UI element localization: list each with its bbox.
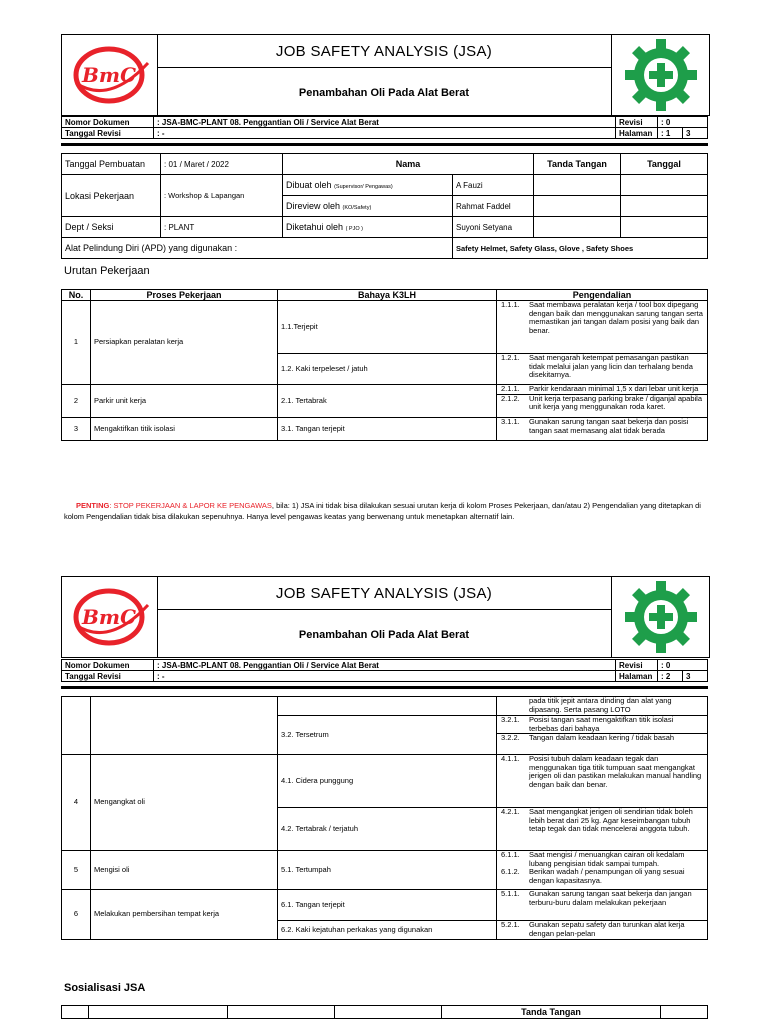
revision-value: : 0 bbox=[658, 117, 708, 128]
revision-label: Revisi bbox=[616, 660, 658, 671]
socialization-signature-header: Tanda Tangan bbox=[442, 1006, 661, 1019]
col-process: Proses Pekerjaan bbox=[91, 290, 278, 301]
row-hazard: 5.1. Tertumpah bbox=[278, 851, 497, 890]
acknowledged-by-date bbox=[621, 217, 708, 238]
name-header: Nama bbox=[283, 154, 534, 175]
safety-gear-icon bbox=[617, 579, 705, 655]
revision-date-label: Tanggal Revisi bbox=[62, 671, 154, 682]
bmc-logo bbox=[62, 35, 158, 115]
dept-label: Dept / Seksi bbox=[62, 217, 161, 238]
reviewed-by-name: Rahmat Faddel bbox=[453, 196, 534, 217]
date-header: Tanggal bbox=[621, 154, 708, 175]
creation-date-label: Tanggal Pembuatan bbox=[62, 154, 161, 175]
creation-date-value: : 01 / Maret / 2022 bbox=[161, 154, 283, 175]
acknowledged-by-signature bbox=[534, 217, 621, 238]
row-hazard: 1.2. Kaki terpeleset / jatuh bbox=[278, 354, 497, 385]
reviewed-by-date bbox=[621, 196, 708, 217]
control-number: 5.1.1. bbox=[501, 889, 520, 898]
work-location-label: Lokasi Pekerjaan bbox=[62, 175, 161, 217]
jsa-subtitle: Penambahan Oli Pada Alat Berat bbox=[298, 629, 470, 641]
control-number bbox=[501, 697, 529, 714]
table-row bbox=[62, 385, 708, 418]
control-number: 1.1.1. bbox=[501, 300, 520, 309]
row-hazard: 3.1. Tangan terjepit bbox=[278, 418, 497, 441]
control-text: Posisi tangan saat mengaktifkan titik isolasi terbebas dari bahaya bbox=[529, 715, 674, 733]
control-text: Posisi tubuh dalam keadaan tegak dan menggunakan tiga titik tumpuan saat mengangkat jerigen oli dan pastikan melakukan manual handling dengan baik dan benar. bbox=[529, 754, 702, 789]
control-number: 2.1.1. bbox=[501, 384, 520, 393]
row-process: Persiapkan peralatan kerja bbox=[91, 301, 278, 385]
page-label: Halaman bbox=[616, 128, 658, 139]
row-process: Parkir unit kerja bbox=[91, 385, 278, 418]
jsa-title: JOB SAFETY ANALYSIS (JSA) bbox=[275, 585, 493, 602]
control-text: Saat membawa peralatan kerja / tool box dipegang dengan baik dan menggunakan sarung tangan serta memastikan jari tangan dalam posisi yang baik dan benar. bbox=[529, 300, 703, 335]
acknowledged-by-label: Diketahui oleh bbox=[286, 222, 344, 232]
page-number: : 1 bbox=[658, 128, 683, 139]
control-text: Saat mengarah ketempat pemasangan pastikan tidak melalui jalan yang licin dan terhalang benda disekitarnya. bbox=[529, 353, 693, 380]
prepared-by-name: A Fauzi bbox=[453, 175, 534, 196]
control-text: Saat mengisi / menuangkan cairan oli kedalam lubang pengisian tidak sampai tumpah. bbox=[529, 850, 685, 868]
control-item bbox=[501, 354, 704, 380]
control-text: Unit kerja terpasang parking brake / diganjal apabila unit kerja yang menggunakan roda karet. bbox=[529, 393, 703, 412]
socialization-title: Sosialisasi JSA bbox=[64, 982, 146, 994]
control-item bbox=[497, 733, 707, 743]
work-sequence-title: Urutan Pekerjaan bbox=[64, 265, 150, 277]
control-text: Saat mengangkat jerigen oli sendirian tidak boleh lebih berat dari 25 kg. Agar keseimbangan tubuh tetap tegak dan tidak mencelerai anggota tubuh. bbox=[529, 807, 693, 834]
work-table-header bbox=[62, 290, 708, 301]
revision-label: Revisi bbox=[616, 117, 658, 128]
row-hazard: 6.2. Kaki kejatuhan perkakas yang digunakan bbox=[278, 921, 497, 940]
work-location-value: : Workshop & Lapangan bbox=[161, 175, 283, 217]
ppe-value: Safety Helmet, Safety Glass, Glove , Safety Shoes bbox=[453, 238, 708, 259]
control-number: 3.1.1. bbox=[501, 417, 520, 426]
page2-work-table bbox=[61, 696, 708, 940]
safety-gear-logo bbox=[617, 579, 705, 655]
page2-header bbox=[61, 576, 710, 658]
revision-value: : 0 bbox=[658, 660, 708, 671]
ppe-label: Alat Pelindung Diri (APD) yang digunakan : bbox=[62, 238, 453, 259]
safety-gear-logo bbox=[617, 37, 705, 113]
row-no: 6 bbox=[62, 890, 91, 940]
table-row bbox=[62, 418, 708, 441]
page1-header bbox=[61, 34, 710, 116]
control-number: 3.2.2. bbox=[501, 733, 520, 743]
doc-number-value: : JSA-BMC-PLANT 08. Penggantian Oli / Service Alat Berat bbox=[154, 117, 616, 128]
page-total: 3 bbox=[683, 128, 708, 139]
page1-work-table bbox=[61, 289, 708, 441]
row-process: Mengaktifkan titik isolasi bbox=[91, 418, 278, 441]
table-row bbox=[62, 755, 708, 808]
page-total: 3 bbox=[683, 671, 708, 682]
row-hazard bbox=[278, 697, 497, 716]
prepared-by-signature bbox=[534, 175, 621, 196]
row-process bbox=[91, 697, 278, 755]
safety-gear-icon bbox=[617, 37, 705, 113]
page-number: : 2 bbox=[658, 671, 683, 682]
col-hazard: Bahaya K3LH bbox=[278, 290, 497, 301]
warning-note: PENTING: STOP PEKERJAAN & LAPOR KE PENGAWAS, bila: 1) JSA ini tidak bisa dilakukan sesuai urutan kerja di kolom Proses Pekerjaan, dan/atau 2) Pengendalian yang ditetapkan di kolom Pengendalian tidak bisa dilakukan sepenuhnya. Hanya level pengawas keatas yang berwenang untuk menetapkan alternatif lain. bbox=[64, 501, 701, 522]
table-row bbox=[62, 890, 708, 921]
warning-important: PENTING bbox=[76, 501, 110, 510]
row-hazard: 1.1.Terjepit bbox=[278, 301, 497, 354]
row-no: 5 bbox=[62, 851, 91, 890]
control-text: Parkir kendaraan minimal 1,5 x dari lebar unit kerja bbox=[529, 384, 699, 393]
acknowledged-by-name: Suyoni Setyana bbox=[453, 217, 534, 238]
dept-value: : PLANT bbox=[161, 217, 283, 238]
control-item bbox=[501, 301, 704, 336]
control-item bbox=[501, 890, 704, 907]
revision-date-value: : - bbox=[154, 671, 616, 682]
control-number: 6.1.2. bbox=[501, 867, 520, 877]
row-process: Mengangkat oli bbox=[91, 755, 278, 851]
bmc-logo-icon bbox=[62, 577, 157, 657]
doc-number-value: : JSA-BMC-PLANT 08. Penggantian Oli / Service Alat Berat bbox=[154, 660, 616, 671]
col-no: No. bbox=[62, 290, 91, 301]
row-process: Melakukan pembersihan tempat kerja bbox=[91, 890, 278, 940]
svg-text:BmC: BmC bbox=[82, 63, 136, 87]
control-item bbox=[501, 418, 704, 435]
signature-header: Tanda Tangan bbox=[534, 154, 621, 175]
bmc-logo-icon bbox=[62, 35, 157, 115]
row-no bbox=[62, 697, 91, 755]
control-text: pada titik jepit antara dinding dan alat yang dipasang. Serta pasang LOTO bbox=[529, 696, 672, 714]
control-text: Tangan dalam keadaan kering / tidak basah bbox=[529, 733, 675, 743]
doc-number-label: Nomor Dokumen bbox=[62, 117, 154, 128]
control-text: Berikan wadah / penampungan oli yang sesuai dengan kapasitasnya. bbox=[529, 867, 685, 885]
row-process: Mengisi oli bbox=[91, 851, 278, 890]
bmc-logo bbox=[62, 577, 158, 657]
control-item bbox=[501, 716, 704, 733]
page1-doc-meta bbox=[61, 116, 708, 139]
prepared-by-role: (Supervisor/ Pengawas) bbox=[334, 184, 393, 190]
control-item bbox=[497, 394, 707, 412]
control-item bbox=[501, 697, 704, 714]
row-no: 4 bbox=[62, 755, 91, 851]
page2-doc-meta bbox=[61, 659, 708, 682]
control-item bbox=[501, 851, 704, 868]
row-hazard: 4.1. Cidera punggung bbox=[278, 755, 497, 808]
row-no: 3 bbox=[62, 418, 91, 441]
control-number: 6.1.1. bbox=[501, 850, 520, 859]
control-item bbox=[501, 868, 704, 885]
control-number: 4.2.1. bbox=[501, 807, 520, 816]
warning-body: , bila: 1) JSA ini tidak bisa dilakukan sesuai urutan kerja di kolom Proses Pekerjaan, dan/atau 2) Pengendalian yang ditetapkan di kolom Pengendalian tidak bisa dilakukan sepenuhnya. Hanya level pengawas keatas yang berwenang untuk menetapkan alternatif lain. bbox=[64, 501, 701, 522]
control-number: 2.1.2. bbox=[501, 393, 520, 403]
control-item bbox=[501, 808, 704, 834]
control-number: 1.2.1. bbox=[501, 353, 520, 362]
table-row bbox=[62, 301, 708, 354]
doc-number-label: Nomor Dokumen bbox=[62, 660, 154, 671]
control-number: 4.1.1. bbox=[501, 754, 520, 763]
row-no: 2 bbox=[62, 385, 91, 418]
table-row bbox=[62, 851, 708, 890]
page-label: Halaman bbox=[616, 671, 658, 682]
socialization-table bbox=[61, 1005, 708, 1019]
row-hazard: 4.2. Tertabrak / terjatuh bbox=[278, 808, 497, 851]
prepared-by-date bbox=[621, 175, 708, 196]
control-text: Gunakan sepatu safety dan turunkan alat kerja dengan pelan-pelan bbox=[529, 920, 685, 938]
control-item bbox=[501, 921, 704, 938]
control-number: 3.2.1. bbox=[501, 715, 520, 724]
table-row bbox=[62, 697, 708, 716]
control-text: Gunakan sarung tangan saat bekerja dan posisi tangan saat memasang alat tidak berada bbox=[529, 417, 689, 435]
jsa-info-table bbox=[61, 153, 708, 259]
svg-text:BmC: BmC bbox=[82, 605, 136, 629]
prepared-by-label: Dibuat oleh bbox=[286, 180, 332, 190]
control-item bbox=[501, 385, 704, 394]
row-hazard: 3.2. Tersetrum bbox=[278, 716, 497, 755]
warning-stop: STOP PEKERJAAN & LAPOR KE PENGAWAS bbox=[113, 501, 272, 510]
col-control: Pengendalian bbox=[497, 290, 708, 301]
row-no: 1 bbox=[62, 301, 91, 385]
jsa-subtitle: Penambahan Oli Pada Alat Berat bbox=[298, 87, 470, 99]
acknowledged-by-role: ( PJO ) bbox=[345, 226, 363, 232]
reviewed-by-label: Direview oleh bbox=[286, 201, 341, 211]
row-hazard: 6.1. Tangan terjepit bbox=[278, 890, 497, 921]
revision-date-label: Tanggal Revisi bbox=[62, 128, 154, 139]
control-item bbox=[501, 755, 704, 790]
reviewed-by-signature bbox=[534, 196, 621, 217]
jsa-title: JOB SAFETY ANALYSIS (JSA) bbox=[275, 43, 493, 60]
revision-date-value: : - bbox=[154, 128, 616, 139]
reviewed-by-role: (KO/Safety) bbox=[342, 205, 372, 211]
control-number: 5.2.1. bbox=[501, 920, 520, 929]
control-text: Gunakan sarung tangan saat bekerja dan jangan terburu-buru dalam melakukan pekerjaan bbox=[529, 889, 692, 907]
row-hazard: 2.1. Tertabrak bbox=[278, 385, 497, 418]
